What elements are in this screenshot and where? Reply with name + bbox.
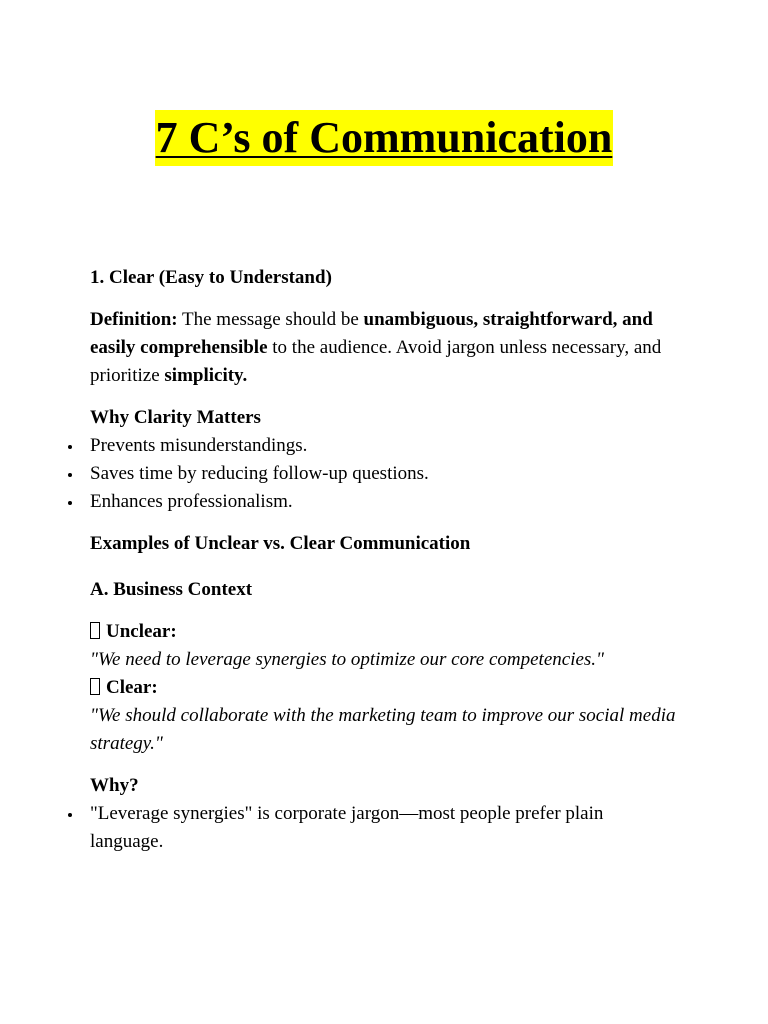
document-title: 7 C’s of Communication — [155, 110, 614, 166]
reason-list — [90, 800, 680, 856]
why-clarity-heading: Why Clarity Matters — [90, 407, 261, 428]
why-clarity-list — [90, 432, 680, 516]
section-heading: 1. Clear (Easy to Understand) — [90, 267, 332, 288]
clear-label: Clear: — [106, 677, 158, 698]
definition-label: Definition: — [90, 309, 178, 330]
definition-bold-2: simplicity. — [164, 365, 248, 386]
business-context-heading: A. Business Context — [90, 579, 253, 600]
cross-mark-icon — [90, 622, 100, 639]
why-label: Why? — [90, 775, 139, 796]
list-item: Saves time by reducing follow-up questions. — [90, 460, 680, 488]
unclear-label-line — [90, 618, 680, 646]
title-container — [0, 110, 768, 166]
list-item: Enhances professionalism. — [90, 488, 680, 516]
definition-bold-1: unambiguous, straightforward, and easily comprehensible — [90, 309, 653, 358]
definition-paragraph — [90, 306, 680, 390]
document-body — [90, 264, 680, 856]
list-item: Prevents misunderstandings. — [90, 432, 680, 460]
unclear-quote: "We need to leverage synergies to optimize our core competencies." — [90, 649, 605, 670]
check-mark-icon — [90, 678, 100, 695]
definition-text-2: to the audience. Avoid jargon unless necessary, and prioritize — [90, 337, 662, 386]
list-item: "Leverage synergies" is corporate jargon—most people prefer plain language. — [90, 800, 680, 856]
clear-quote: "We should collaborate with the marketing team to improve our social media strategy." — [90, 705, 676, 754]
definition-text-1: The message should be — [177, 309, 364, 330]
unclear-label: Unclear: — [106, 621, 177, 642]
clear-label-line — [90, 674, 680, 702]
examples-heading: Examples of Unclear vs. Clear Communication — [90, 533, 471, 554]
